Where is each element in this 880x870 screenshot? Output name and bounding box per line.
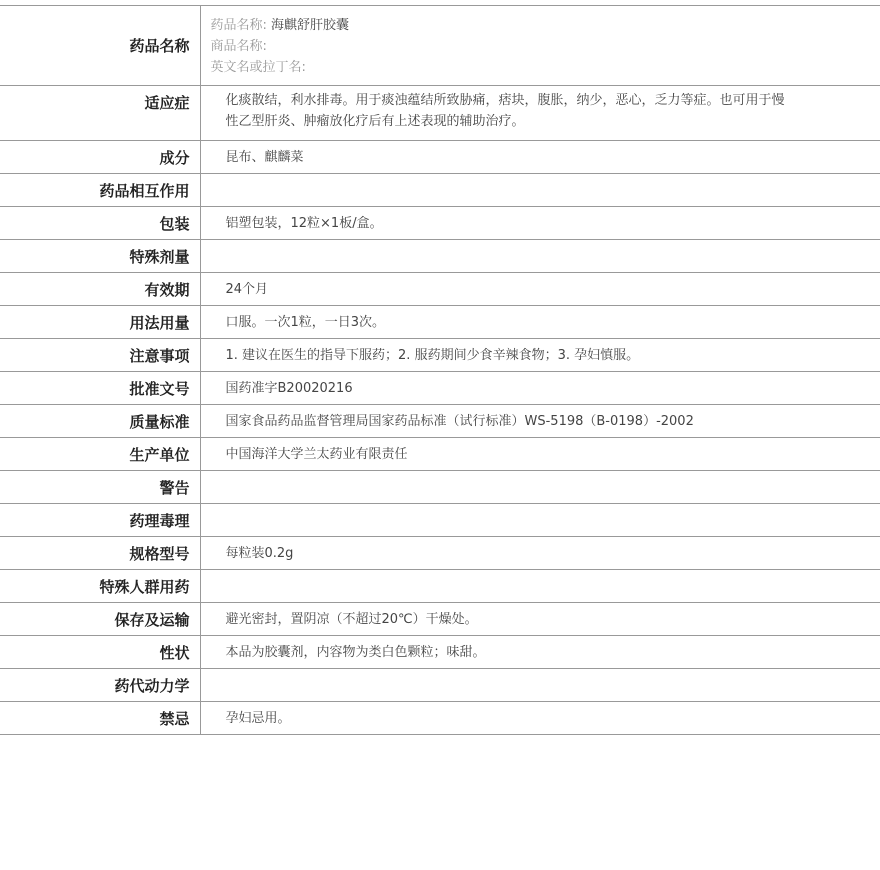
manufacturer-row bbox=[0, 438, 880, 471]
specification-value: 每粒装0.2g bbox=[225, 545, 294, 561]
quality-standard-row bbox=[0, 405, 880, 438]
shelf-life-label: 有效期 bbox=[0, 273, 200, 306]
manufacturer-label: 生产单位 bbox=[0, 438, 200, 471]
packaging-value: 铝塑包装，12粒×1板/盒。 bbox=[225, 215, 383, 231]
warning-value bbox=[200, 471, 880, 504]
pharmacology-label: 药理毒理 bbox=[0, 504, 200, 537]
indication-value: 化痰散结，利水排毒。用于痰浊蕴结所致胁痛，痞块，腹胀，纳少，恶心，乏力等症。也可用于慢性乙型肝炎、肿瘤放化疗后有上述表现的辅助治疗。 bbox=[225, 93, 785, 129]
special-dosage-row bbox=[0, 240, 880, 273]
ingredients-row bbox=[0, 141, 880, 174]
indication-label: 适应症 bbox=[0, 86, 200, 141]
shelf-life-row bbox=[0, 273, 880, 306]
warning-label: 警告 bbox=[0, 471, 200, 504]
pharmacology-row bbox=[0, 504, 880, 537]
special-dosage-value bbox=[200, 240, 880, 273]
precautions-row bbox=[0, 339, 880, 372]
packaging-row bbox=[0, 207, 880, 240]
manufacturer-value: 中国海洋大学兰太药业有限责任 bbox=[225, 446, 408, 462]
precautions-label: 注意事项 bbox=[0, 339, 200, 372]
contraindications-label: 禁忌 bbox=[0, 702, 200, 735]
storage-value: 避光密封，置阴凉（不超过20℃）干燥处。 bbox=[225, 611, 478, 627]
pharmacology-value bbox=[200, 504, 880, 537]
appearance-value: 本品为胶囊剂，内容物为类白色颗粒；味甜。 bbox=[225, 644, 486, 660]
interactions-value bbox=[200, 174, 880, 207]
dosage-value: 口服。一次1粒，一日3次。 bbox=[225, 314, 386, 330]
english-name-line bbox=[211, 57, 880, 78]
ingredients-label: 成分 bbox=[0, 141, 200, 174]
dosage-row bbox=[0, 306, 880, 339]
packaging-label: 包装 bbox=[0, 207, 200, 240]
storage-label: 保存及运输 bbox=[0, 603, 200, 636]
special-population-row bbox=[0, 570, 880, 603]
approval-number-row bbox=[0, 372, 880, 405]
approval-number-value: 国药准字B20020216 bbox=[225, 380, 353, 396]
appearance-row bbox=[0, 636, 880, 669]
interactions-label: 药品相互作用 bbox=[0, 174, 200, 207]
special-dosage-label: 特殊剂量 bbox=[0, 240, 200, 273]
quality-standard-label: 质量标准 bbox=[0, 405, 200, 438]
pharmacokinetics-value bbox=[200, 669, 880, 702]
specification-label: 规格型号 bbox=[0, 537, 200, 570]
approval-number-label: 批准文号 bbox=[0, 372, 200, 405]
special-population-value bbox=[200, 570, 880, 603]
precautions-value: 1. 建议在医生的指导下服药；2. 服药期间少食辛辣食物；3. 孕妇慎服。 bbox=[225, 347, 640, 363]
english-name-label: 英文名或拉丁名: bbox=[210, 60, 306, 75]
generic-name-label: 药品名称: bbox=[210, 18, 267, 33]
dosage-label: 用法用量 bbox=[0, 306, 200, 339]
indication-row bbox=[0, 86, 880, 141]
drug-name-row bbox=[0, 6, 880, 86]
drug-name-cell bbox=[200, 6, 880, 86]
storage-row bbox=[0, 603, 880, 636]
drug-name-header: 药品名称 bbox=[0, 6, 200, 86]
trade-name-line bbox=[211, 36, 880, 57]
quality-standard-value: 国家食品药品监督管理局国家药品标准（试行标准）WS-5198（B-0198）-2002 bbox=[225, 413, 694, 429]
appearance-label: 性状 bbox=[0, 636, 200, 669]
contraindications-value: 孕妇忌用。 bbox=[225, 710, 291, 726]
trade-name-label: 商品名称: bbox=[210, 39, 267, 54]
contraindications-row bbox=[0, 702, 880, 735]
interactions-row bbox=[0, 174, 880, 207]
warning-row bbox=[0, 471, 880, 504]
specification-row bbox=[0, 537, 880, 570]
ingredients-value: 昆布、麒麟菜 bbox=[225, 149, 304, 165]
special-population-label: 特殊人群用药 bbox=[0, 570, 200, 603]
pharmacokinetics-label: 药代动力学 bbox=[0, 669, 200, 702]
drug-info-table bbox=[0, 5, 880, 735]
generic-name-value: 海麒舒肝胶囊 bbox=[271, 18, 350, 33]
shelf-life-value: 24个月 bbox=[225, 281, 269, 297]
pharmacokinetics-row bbox=[0, 669, 880, 702]
generic-name-line bbox=[211, 15, 880, 36]
